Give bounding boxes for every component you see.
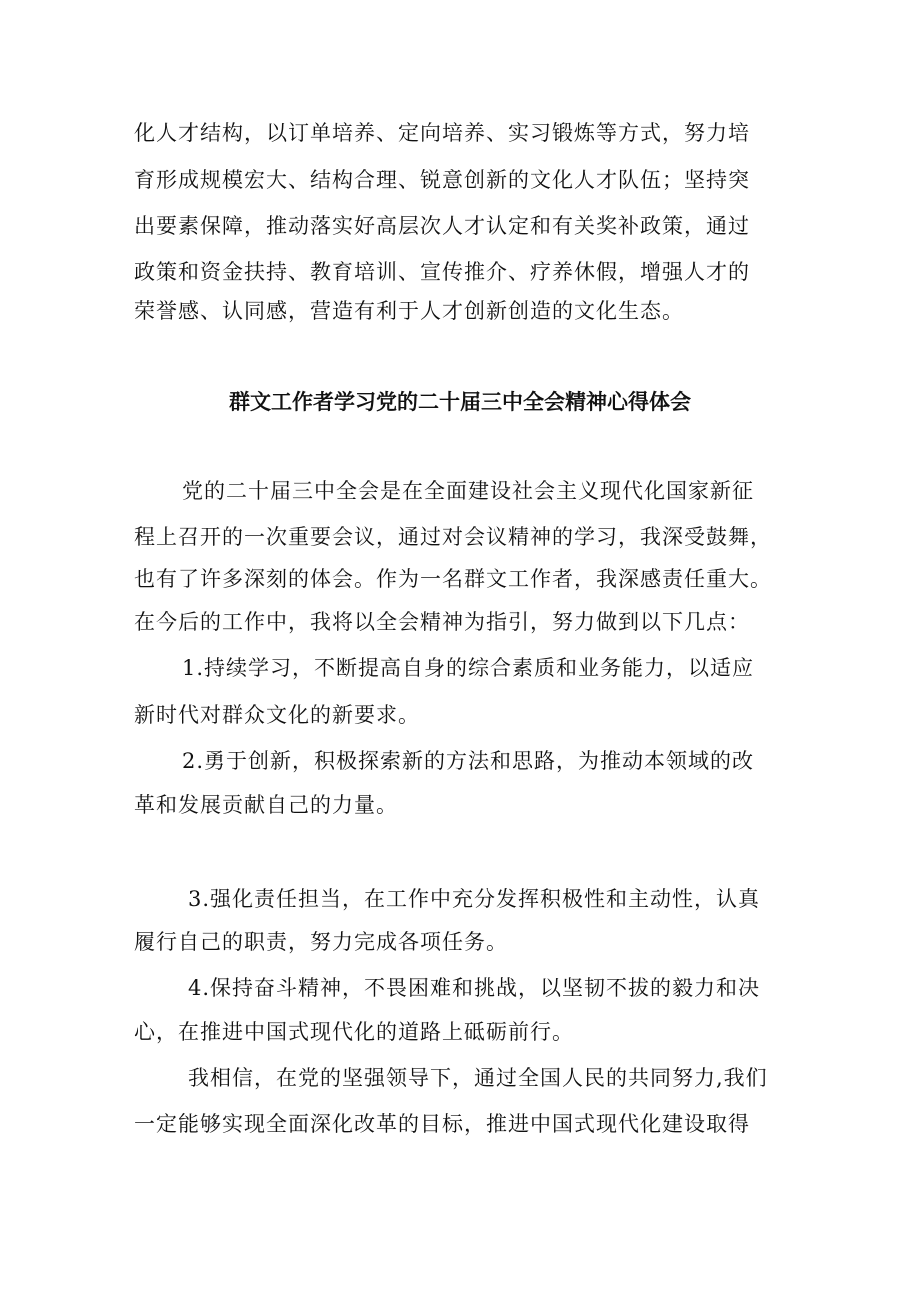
point-4-line-2: 心，在推进中国式现代化的道路上砥砺前行。	[134, 1020, 574, 1044]
intro-line-2: 育形成规模宏大、结构合理、锐意创新的文化人才队伍；坚持突	[134, 168, 750, 192]
intro-line-5: 荣誉感、认同感，营造有利于人才创新创造的文化生态。	[134, 299, 684, 323]
point-3-line-2: 履行自己的职责，努力完成各项任务。	[134, 930, 508, 954]
point-1-line-2: 新时代对群众文化的新要求。	[134, 703, 420, 727]
closing-line-2: 一定能够实现全面深化改革的目标，推进中国式现代化建设取得	[134, 1112, 750, 1136]
closing-line-1: 我相信，在党的坚强领导下，通过全国人民的共同努力,我们	[188, 1066, 768, 1090]
document-title: 群文工作者学习党的二十届三中全会精神心得体会	[229, 389, 691, 414]
opening-line-4: 在今后的工作中，我将以全会精神为指引，努力做到以下几点：	[134, 610, 750, 634]
intro-line-3: 出要素保障，推动落实好高层次人才认定和有关奖补政策，通过	[134, 214, 750, 238]
point-1-line-1: 1.持续学习，不断提高自身的综合素质和业务能力，以适应	[182, 656, 755, 680]
point-2-line-1: 2.勇于创新，积极探索新的方法和思路，为推动本领域的改	[182, 749, 755, 773]
point-4-line-1: 4.保持奋斗精神，不畏困难和挑战，以坚韧不拔的毅力和决	[188, 976, 761, 1000]
intro-line-1: 化人才结构，以订单培养、定向培养、实习锻炼等方式，努力培	[134, 121, 750, 145]
point-2-line-2: 革和发展贡献自己的力量。	[134, 793, 398, 817]
point-3-line-1: 3.强化责任担当，在工作中充分发挥积极性和主动性，认真	[188, 887, 761, 911]
opening-line-3: 也有了许多深刻的体会。作为一名群文工作者，我深感责任重大。	[134, 567, 772, 591]
intro-line-4: 政策和资金扶持、教育培训、宣传推介、疗养休假，增强人才的	[134, 260, 750, 284]
opening-line-1: 党的二十届三中全会是在全面建设社会主义现代化国家新征	[182, 479, 754, 503]
opening-line-2: 程上召开的一次重要会议，通过对会议精神的学习，我深受鼓舞，	[134, 525, 772, 549]
